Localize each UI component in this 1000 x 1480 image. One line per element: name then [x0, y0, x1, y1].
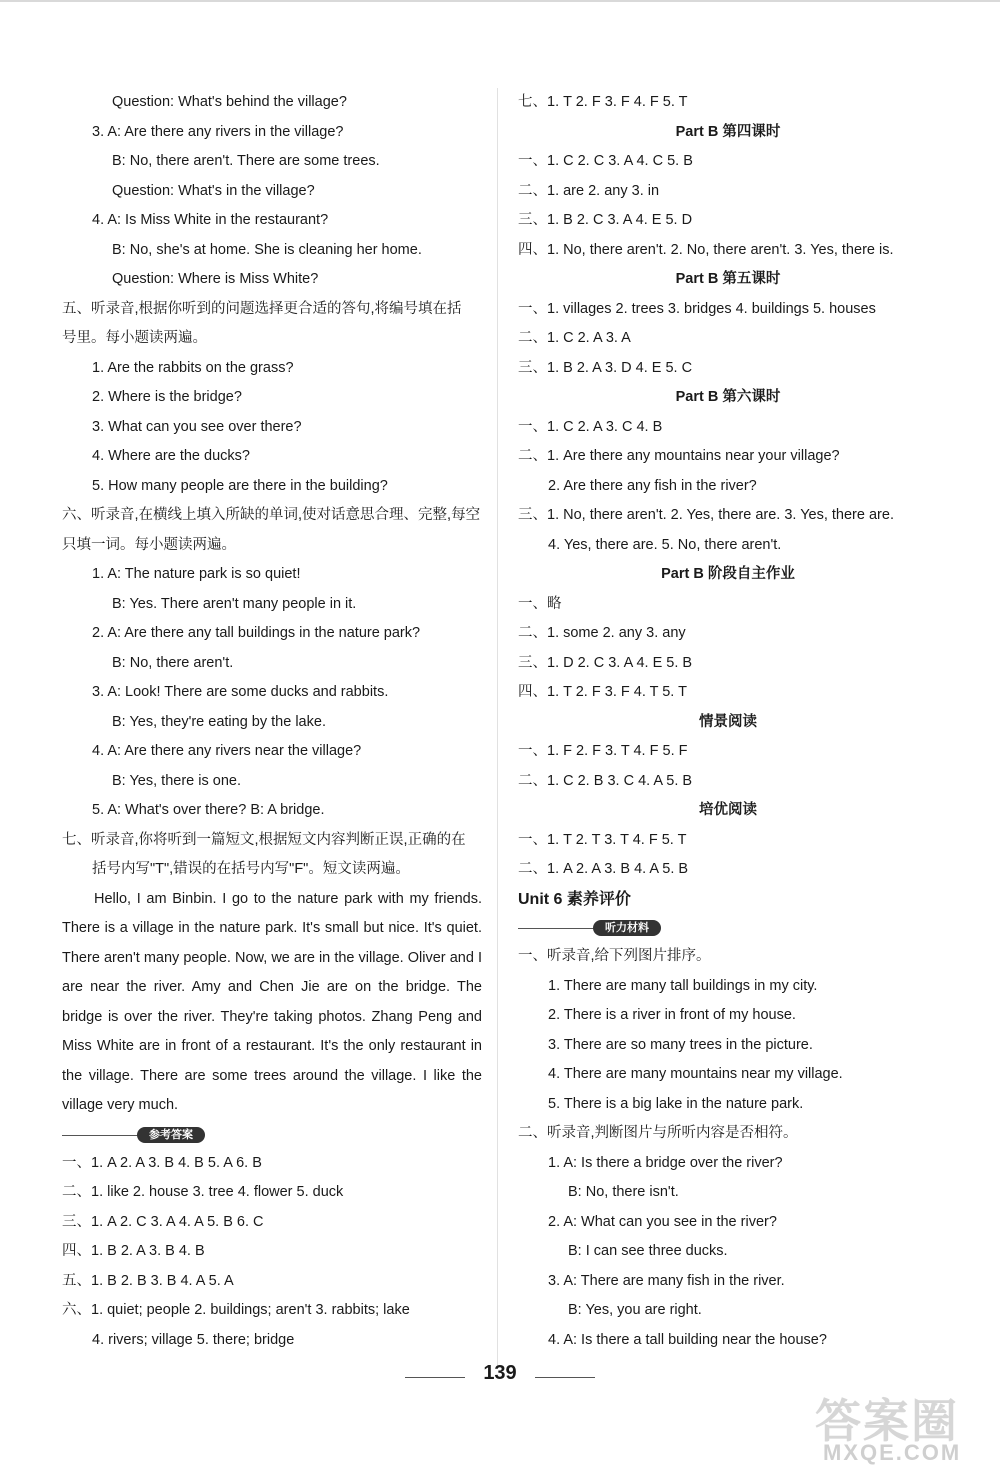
answer-line: 一、1. C 2. A 3. C 4. B — [518, 418, 663, 435]
listening-band-rule — [518, 928, 598, 929]
text-line: 2. A: What can you see in the river? — [548, 1213, 777, 1230]
left-lines — [62, 88, 482, 885]
answer-line: 三、1. B 2. A 3. D 4. E 5. C — [518, 359, 693, 376]
watermark-glyphs: 答案圈 — [815, 1395, 959, 1447]
text-line: 括号内写"T",错误的在括号内写"F"。短文读两遍。 — [92, 861, 410, 877]
text-line: B: Yes, there is one. — [112, 772, 241, 789]
left-answers — [62, 1149, 482, 1356]
right-top-lines — [518, 88, 938, 885]
answer-line: 一、1. F 2. F 3. T 4. F 5. F — [518, 743, 688, 759]
answer-line: 六、1. quiet; people 2. buildings; aren't 3. rabbits; lake — [62, 1302, 410, 1318]
answer-line: 三、1. No, there aren't. 2. Yes, there are. 3. Yes, there are. — [518, 507, 894, 523]
text-line: B: I can see three ducks. — [568, 1243, 728, 1259]
answer-line: 二、1. A 2. A 3. B 4. A 5. B — [518, 861, 689, 877]
answer-line: 七、1. T 2. F 3. F 4. F 5. T — [518, 94, 688, 110]
answer-line: 三、1. B 2. C 3. A 4. E 5. D — [518, 212, 693, 228]
answer-line: 一、1. C 2. C 3. A 4. C 5. B — [518, 153, 693, 169]
answer-line: 4. rivers; village 5. there; bridge — [92, 1331, 295, 1348]
answer-line: 一、1. T 2. T 3. T 4. F 5. T — [518, 831, 687, 848]
text-line: 3. A: Look! There are some ducks and rabbits. — [92, 684, 389, 700]
text-line: 1. A: Is there a bridge over the river? — [548, 1154, 783, 1171]
text-line: 3. A: There are many fish in the river. — [548, 1272, 785, 1289]
text-line: 1. A: The nature park is so quiet! — [92, 566, 301, 582]
answer-line: 五、1. B 2. B 3. B 4. A 5. A — [62, 1272, 234, 1289]
answer-line: 二、1. C 2. A 3. A — [518, 330, 631, 346]
text-line: 4. A: Are there any rivers near the village? — [92, 743, 362, 759]
text-line: 5. How many people are there in the building? — [92, 477, 388, 494]
text-line: B: No, she's at home. She is cleaning her home. — [112, 241, 422, 258]
answer-line: 一、1. villages 2. trees 3. bridges 4. buildings 5. houses — [518, 300, 876, 317]
answers-label: 参考答案 — [137, 1127, 205, 1143]
answer-line: 三、1. A 2. C 3. A 4. A 5. B 6. C — [62, 1213, 264, 1230]
left-column — [62, 88, 482, 1355]
text-line: 只填一词。每小题读两遍。 — [62, 536, 236, 553]
answer-line: 二、1. like 2. house 3. tree 4. flower 5. duck — [62, 1184, 344, 1200]
text-line: B: Yes. There aren't many people in it. — [112, 595, 357, 612]
answers-band — [62, 1121, 482, 1149]
listening-label: 听力材料 — [593, 920, 661, 936]
text-line: 2. Where is the bridge? — [92, 389, 242, 405]
answer-line: 2. Are there any fish in the river? — [548, 477, 757, 494]
section-heading: Part B 第五课时 — [675, 271, 781, 287]
answers-band-rule — [62, 1135, 142, 1136]
text-line: B: Yes, you are right. — [568, 1302, 702, 1318]
text-line: 4. A: Is there a tall building near the house? — [548, 1331, 827, 1348]
answer-line: 四、1. B 2. A 3. B 4. B — [62, 1243, 205, 1259]
answer-line: 四、1. No, there aren't. 2. No, there aren't. 3. Yes, there is. — [518, 241, 894, 258]
answer-line: 二、1. are 2. any 3. in — [518, 182, 660, 199]
text-line: B: Yes, they're eating by the lake. — [112, 713, 326, 730]
text-line: 六、听录音,在横线上填入所缺的单词,使对话意思合理、完整,每空 — [62, 507, 481, 523]
footer-rule-right — [535, 1377, 595, 1378]
text-line: 号里。每小题读两遍。 — [62, 330, 207, 346]
answer-line: 一、略 — [518, 595, 562, 612]
text-line: 1. There are many tall buildings in my city. — [548, 977, 818, 994]
right-column — [518, 88, 938, 1355]
answer-line: 三、1. D 2. C 3. A 4. E 5. B — [518, 654, 693, 671]
text-line: 4. A: Is Miss White in the restaurant? — [92, 212, 329, 228]
section-heading: Part B 阶段自主作业 — [661, 566, 795, 582]
answer-line: 4. Yes, there are. 5. No, there aren't. — [548, 536, 782, 553]
text-line: 1. Are the rabbits on the grass? — [92, 359, 294, 376]
text-line: 5. There is a big lake in the nature park. — [548, 1095, 804, 1112]
text-line: B: No, there aren't. — [112, 654, 234, 671]
section-heading: 培优阅读 — [699, 802, 757, 818]
listening-band — [518, 914, 938, 942]
answer-line: 二、1. Are there any mountains near your village? — [518, 448, 840, 464]
watermark — [815, 1385, 985, 1470]
page-number: 139 — [483, 1362, 517, 1384]
text-line: 3. What can you see over there? — [92, 418, 302, 435]
answer-line: 四、1. T 2. F 3. F 4. T 5. T — [518, 684, 687, 700]
text-line: Question: Where is Miss White? — [112, 271, 319, 287]
watermark-url: MXQE.COM — [823, 1440, 962, 1465]
text-line: Question: What's behind the village? — [112, 94, 347, 110]
text-line: 七、听录音,你将听到一篇短文,根据短文内容判断正误,正确的在 — [62, 831, 466, 848]
text-line: 2. There is a river in front of my house. — [548, 1007, 796, 1023]
unit-title: Unit 6 素养评价 — [518, 890, 631, 908]
answer-line: 一、1. A 2. A 3. B 4. B 5. A 6. B — [62, 1154, 262, 1171]
text-line: 5. A: What's over there? B: A bridge. — [92, 802, 325, 818]
text-line: 二、听录音,判断图片与所听内容是否相符。 — [518, 1125, 798, 1141]
text-line: 五、听录音,根据你听到的问题选择更合适的答句,将编号填在括 — [62, 300, 462, 317]
text-line: 3. A: Are there any rivers in the village? — [92, 123, 344, 140]
answer-line: 二、1. some 2. any 3. any — [518, 625, 686, 641]
section-heading: Part B 第四课时 — [675, 123, 781, 140]
answer-line: 二、1. C 2. B 3. C 4. A 5. B — [518, 772, 693, 789]
passage-paragraph: Hello, I am Binbin. I go to the nature park with my friends. There is a village in the nature park. It's small but nice. It's quiet. There aren't many people. Now, we are in the village. Oliver and I are near the river. Amy and Chen Jie are on the bridge. The bridge is over the river. They're taking photos. Zhang Peng and Miss White are in front of a restaurant. It's the only restaurant in the village. There are some trees around the village. I like the village very much. — [62, 890, 482, 1113]
text-line: 2. A: Are there any tall buildings in the nature park? — [92, 625, 421, 641]
text-line: B: No, there isn't. — [568, 1184, 679, 1200]
right-bottom-lines — [518, 942, 938, 1355]
section-heading: Part B 第六课时 — [675, 389, 781, 405]
text-line: Question: What's in the village? — [112, 182, 315, 199]
text-line: 一、听录音,给下列图片排序。 — [518, 948, 711, 964]
text-line: 4. There are many mountains near my village. — [548, 1066, 843, 1082]
text-line: 4. Where are the ducks? — [92, 448, 250, 464]
section-heading: 情景阅读 — [699, 713, 757, 730]
text-line: 3. There are so many trees in the picture. — [548, 1036, 813, 1053]
text-line: B: No, there aren't. There are some trees. — [112, 153, 380, 169]
footer-rule-left — [405, 1377, 465, 1378]
top-rule — [0, 0, 1000, 2]
column-divider — [497, 88, 498, 1368]
